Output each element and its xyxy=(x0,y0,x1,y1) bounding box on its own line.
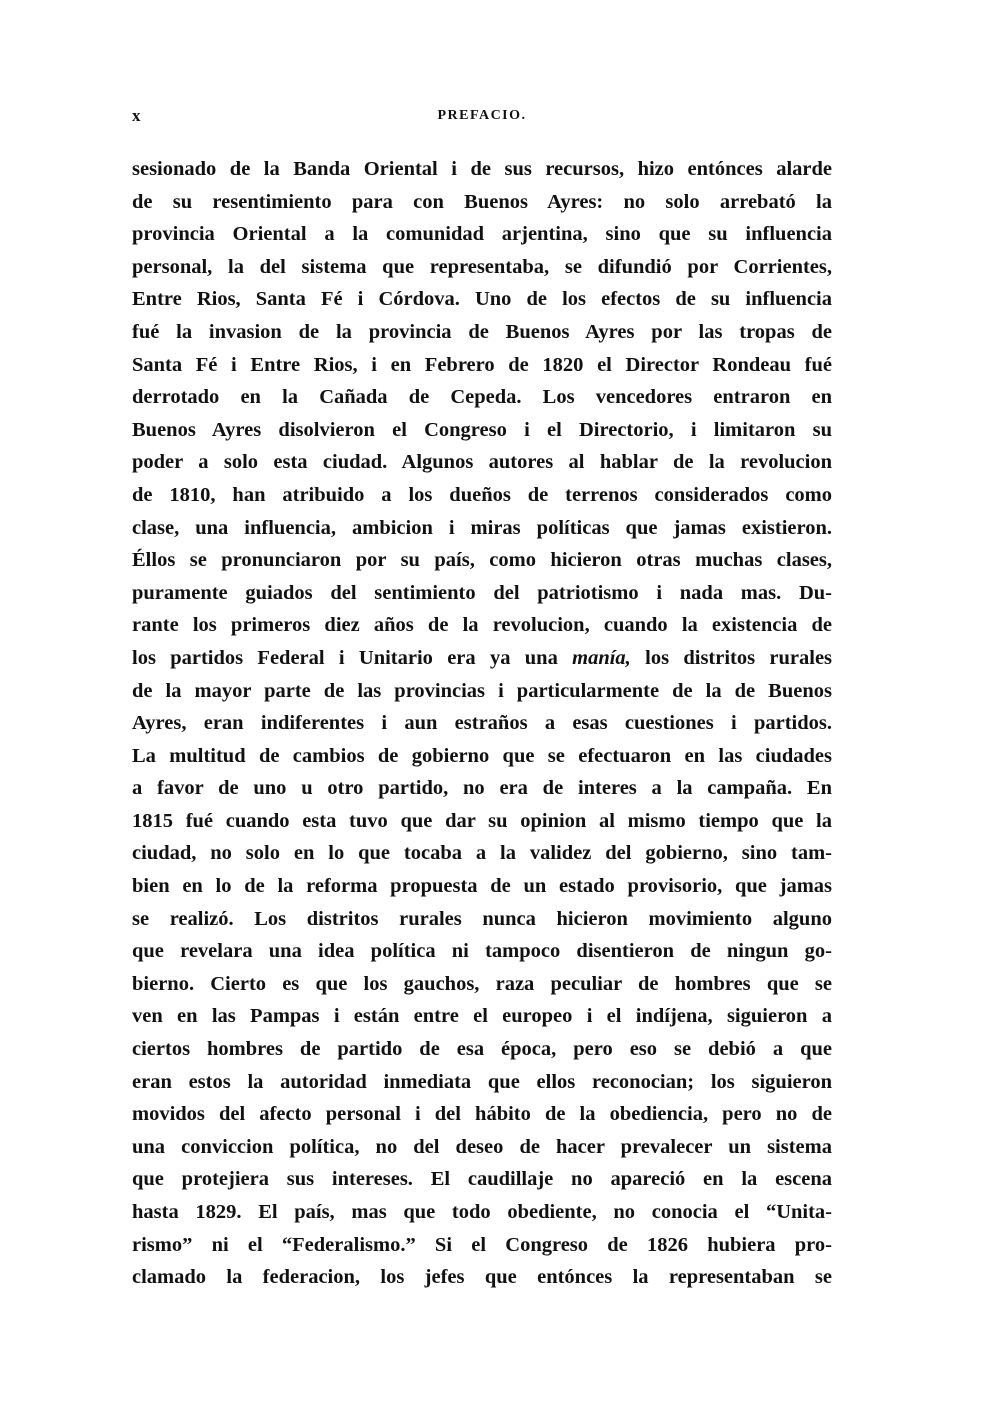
text-line: de la mayor parte de las provincias i particularmente de la de Buenos xyxy=(132,679,832,702)
text-line: ciertos hombres de partido de esa época, pero eso se debió a que xyxy=(132,1038,832,1061)
text-line: Santa Fé i Entre Rios, i en Febrero de 1820 el Director Rondeau fué xyxy=(132,353,832,376)
text-line: bierno. Cierto es que los gauchos, raza peculiar de hombres que se xyxy=(132,972,832,995)
text-line: rismo” ni el “Federalismo.” Si el Congreso de 1826 hubiera pro- xyxy=(132,1233,832,1256)
running-title: PREFACIO. xyxy=(437,108,527,123)
text-line: Ayres, eran indiferentes i aun estraños a esas cuestiones i partidos. xyxy=(132,712,832,735)
text-line: de 1810, han atribuido a los dueños de terrenos considerados como xyxy=(132,483,832,506)
text-line: puramente guiados del sentimiento del patriotismo i nada mas. Du- xyxy=(132,581,832,604)
text-line: que protejiera sus intereses. El caudillaje no apareció en la escena xyxy=(132,1168,832,1191)
running-head xyxy=(132,106,832,130)
text-line: sesionado de la Banda Oriental i de sus recursos, hizo entónces alarde xyxy=(132,158,832,180)
body-text xyxy=(132,153,832,1294)
text-line: de su resentimiento para con Buenos Ayres: no solo arrebató la xyxy=(132,190,832,213)
text-line: provincia Oriental a la comunidad arjentina, sino que su influencia xyxy=(132,223,832,246)
text-line: se realizó. Los distritos rurales nunca hicieron movimiento alguno xyxy=(132,907,832,930)
text-line: fué la invasion de la provincia de Buenos Ayres por las tropas de xyxy=(132,320,832,343)
text-line: personal, la del sistema que representaba, se difundió por Corrientes, xyxy=(132,255,832,278)
text-line: movidos del afecto personal i del hábito de la obediencia, pero no de xyxy=(132,1103,832,1126)
text-line: rante los primeros diez años de la revolucion, cuando la existencia de xyxy=(132,614,832,637)
text-line: eran estos la autoridad inmediata que ellos reconocian; los siguieron xyxy=(132,1070,832,1093)
text-line: ven en las Pampas i están entre el europeo i el indíjena, siguieron a xyxy=(132,1005,832,1028)
text-line: bien en lo de la reforma propuesta de un estado provisorio, que jamas xyxy=(132,875,832,898)
text-line: que revelara una idea política ni tampoco disentieron de ningun go- xyxy=(132,940,832,963)
text-line: Entre Rios, Santa Fé i Córdova. Uno de los efectos de su influencia xyxy=(132,288,832,311)
text-line: clase, una influencia, ambicion i miras políticas que jamas existieron. xyxy=(132,516,832,539)
text-line: a favor de uno u otro partido, no era de interes a la campaña. En xyxy=(132,777,832,800)
text-line: Buenos Ayres disolvieron el Congreso i el Directorio, i limitaron su xyxy=(132,418,832,441)
text-line: 1815 fué cuando esta tuvo que dar su opinion al mismo tiempo que la xyxy=(132,809,832,832)
text-line: poder a solo esta ciudad. Algunos autores al hablar de la revolucion xyxy=(132,451,832,474)
text-line: Éllos se pronunciaron por su país, como hicieron otras muchas clases, xyxy=(132,549,832,572)
text-line: hasta 1829. El país, mas que todo obediente, no conocia el “Unita- xyxy=(132,1201,832,1223)
text-line: La multitud de cambios de gobierno que se efectuaron en las ciudades xyxy=(132,744,832,767)
text-segment: los distritos rurales xyxy=(645,646,832,669)
text-segment: los partidos Federal i Unitario era ya una xyxy=(132,646,558,669)
italic-word: manía, xyxy=(572,646,631,669)
text-line: una conviccion política, no del deseo de hacer prevalecer un sistema xyxy=(132,1135,832,1158)
page-number: x xyxy=(132,106,142,125)
text-line: clamado la federacion, los jefes que entónces la representaban se xyxy=(132,1266,832,1289)
text-line: ciudad, no solo en lo que tocaba a la validez del gobierno, sino tam- xyxy=(132,842,832,865)
text-line-mixed xyxy=(132,642,832,675)
text-line: derrotado en la Cañada de Cepeda. Los vencedores entraron en xyxy=(132,386,832,409)
